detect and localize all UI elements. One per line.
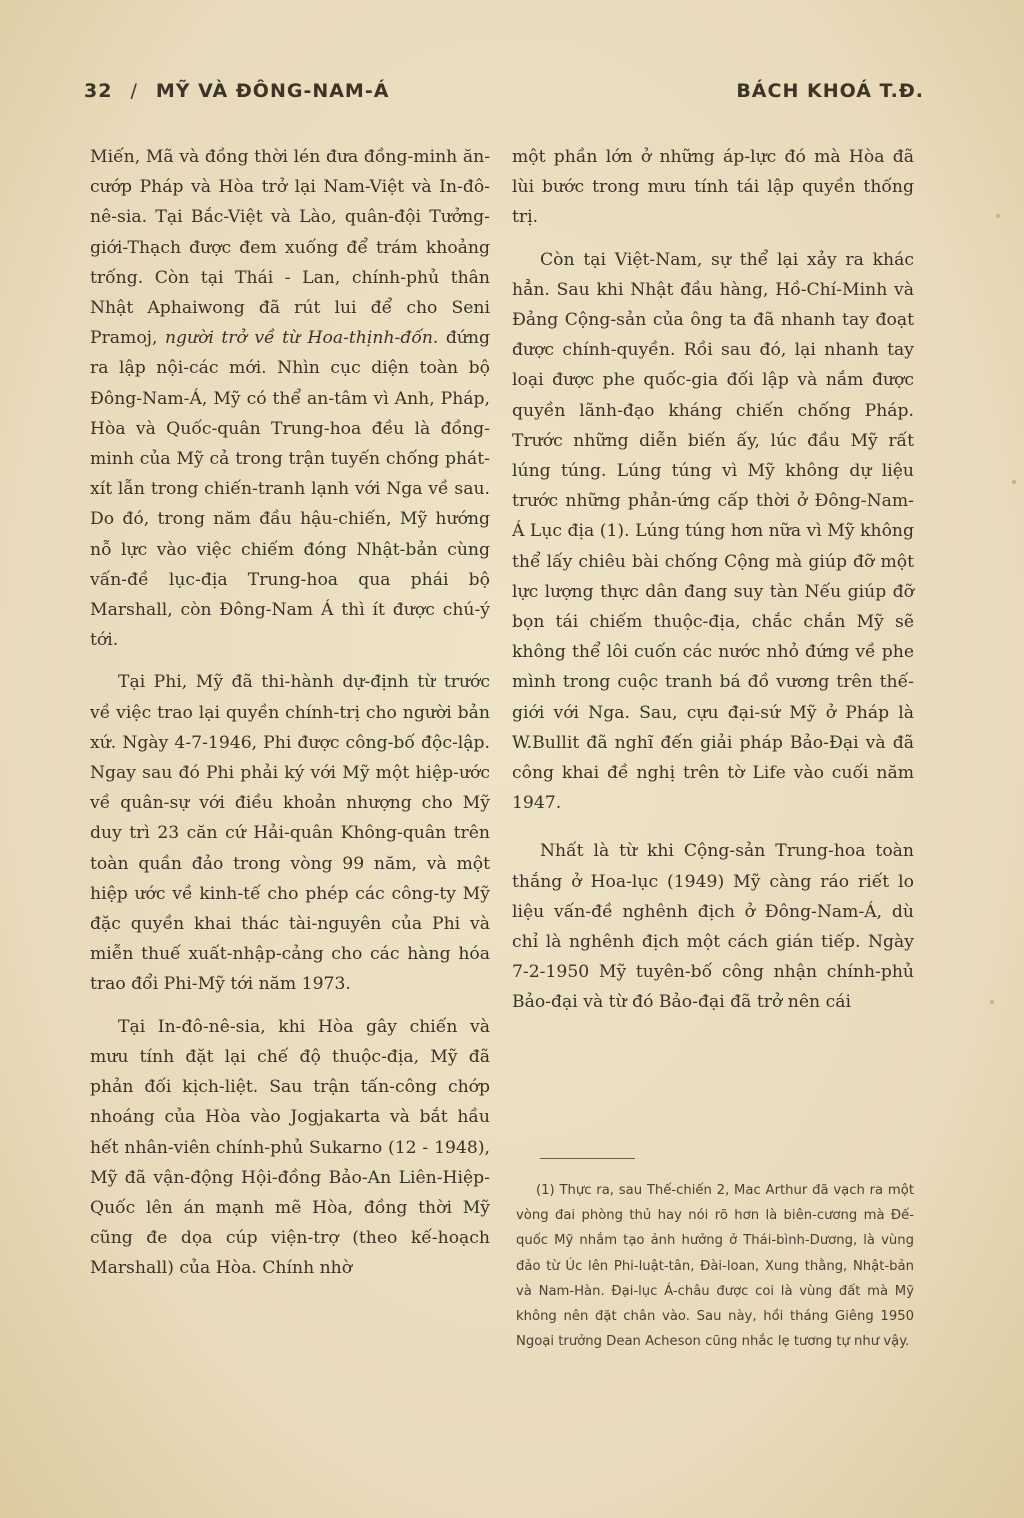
header-separator: /: [130, 80, 138, 102]
right-column: [512, 142, 914, 1018]
footnote-text: (1) Thực ra, sau Thế-chiến 2, Mac Arthur đã vạch ra một vòng đai phòng thủ hay nói rõ hơn là biên-cương mà Đế-quốc Mỹ nhắm tạo ảnh hưởng ở Thái-bình-Dương, là vùng đảo từ Úc lên Phi-luật-tân, Đài-loan, Xung thằng, Nhật-bản và Nam-Hàn. Đại-lục Á-châu được coi là vùng đất mà Mỹ không nên đặt chân vào. Sau này, hồi tháng Giêng 1950 Ngoại trưởng Dean Acheson cũng nhắc lẹ tương tự như vậy.: [516, 1183, 914, 1350]
page-number: 32: [84, 80, 113, 102]
left-column: [90, 142, 490, 1284]
left-p1-italic: người trở về từ Hoa-thịnh-đốn.: [164, 328, 439, 349]
paper-speck: [1012, 480, 1016, 484]
running-header: [84, 80, 924, 114]
magazine-name: BÁCH KHOÁ T.Đ.: [736, 80, 924, 102]
right-paragraph-2: Còn tại Việt-Nam, sự thể lại xảy ra khác hẳn. Sau khi Nhật đầu hàng, Hồ-Chí-Minh và Đảng Cộng-sản của ông ta đã nhanh tay đoạt được chính-quyền. Rồi sau đó, lại nhanh tay loại được phe quốc-gia đối lập và nắm được quyền lãnh-đạo kháng chiến chống Pháp. Trước những diễn biến ấy, lúc đầu Mỹ rất lúng túng. Lúng túng vì Mỹ không dự liệu trước những phản-ứng cấp thời ở Đông-Nam-Á Lục địa (1). Lúng túng hơn nữa vì Mỹ không thể lấy chiêu bài chống Cộng mà giúp đỡ một lực lượng thực dân đang suy tàn Nếu giúp đỡ bọn tái chiếm thuộc-địa, chắc chắn Mỹ sẽ không thể lôi cuốn các nước nhỏ đứng về phe mình trong cuộc tranh bá đồ vương trên thế-giới với Nga. Sau, cựu đại-sứ Mỹ ở Pháp là W.Bullit đã nghĩ đến giải pháp Bảo-Đại và đã công khai đề nghị trên tờ Life vào cuối năm 1947.: [512, 249, 914, 814]
footnote-rule: [540, 1158, 635, 1159]
right-paragraph-3: Nhất là từ khi Cộng-sản Trung-hoa toàn thắng ở Hoa-lục (1949) Mỹ càng ráo riết lo liệu vấn-đề nghênh địch ở Đông-Nam-Á, dù chỉ là nghênh địch một cách gián tiếp. Ngày 7-2-1950 Mỹ tuyên-bố công nhận chính-phủ Bảo-đại và từ đó Bảo-đại đã trở nên cái: [512, 841, 914, 1013]
left-paragraph-3: Tại In-đô-nê-sia, khi Hòa gây chiến và mưu tính đặt lại chế độ thuộc-địa, Mỹ đã phản đối kịch-liệt. Sau trận tấn-công chớp nhoáng của Hòa vào Jogjakarta và bắt hầu hết nhân-viên chính-phủ Sukarno (12 - 1948), Mỹ đã vận-động Hội-đồng Bảo-An Liên-Hiệp-Quốc lên án mạnh mẽ Hòa, đồng thời Mỹ cũng đe dọa cúp viện-trợ (theo kế-hoạch Marshall) của Hòa. Chính nhờ: [90, 1016, 490, 1279]
left-paragraph-1: [90, 142, 490, 655]
right-paragraph-1: một phần lớn ở những áp-lực đó mà Hòa đã lùi bước trong mưu tính tái lập quyền thống trị.: [512, 147, 914, 228]
paper-speck: [996, 214, 1000, 218]
article-title: MỸ VÀ ĐÔNG-NAM-Á: [155, 80, 390, 102]
footnote: [516, 1178, 914, 1354]
left-p1-text: Miến, Mã và đồng thời lén đưa đồng-minh ăn-cướp Pháp và Hòa trở lại Nam-Việt và In-đô-nê-sia. Tại Bắc-Việt và Lào, quân-đội Tưởng-giới-Thạch được đem xuống để trám khoảng trống. Còn tại Thái - Lan, chính-phủ thân Nhật Aphaiwong đã rút lui để cho Seni Pramoj,: [90, 147, 490, 349]
paper-speck: [990, 1000, 994, 1004]
left-p1-rest: đứng ra lập nội-các mới. Nhìn cục diện toàn bộ Đông-Nam-Á, Mỹ có thể an-tâm vì Anh, Pháp, Hòa và Quốc-quân Trung-hoa đều là đồng-minh của Mỹ cả trong trận tuyến chống phát-xít lẫn trong chiến-tranh lạnh với Nga về sau. Do đó, trong năm đầu hậu-chiến, Mỹ hướng nỗ lực vào việc chiếm đóng Nhật-bản cùng vấn-đề lục-địa Trung-hoa qua phái bộ Marshall, còn Đông-Nam Á thì ít được chú-ý tới.: [90, 328, 490, 651]
header-left: [84, 80, 389, 102]
left-paragraph-2: Tại Phi, Mỹ đã thi-hành dự-định từ trước về việc trao lại quyền chính-trị cho người bản xứ. Ngày 4-7-1946, Phi được công-bố độc-lập. Ngay sau đó Phi phải ký với Mỹ một hiệp-ước về quân-sự với điều khoản nhượng cho Mỹ duy trì 23 căn cứ Hải-quân Không-quân trên toàn quần đảo trong vòng 99 năm, và một hiệp ước về kinh-tế cho phép các công-ty Mỹ đặc quyền khai thác tài-nguyên của Phi và miễn thuế xuất-nhập-cảng cho các hàng hóa trao đổi Phi-Mỹ tới năm 1973.: [90, 672, 490, 995]
